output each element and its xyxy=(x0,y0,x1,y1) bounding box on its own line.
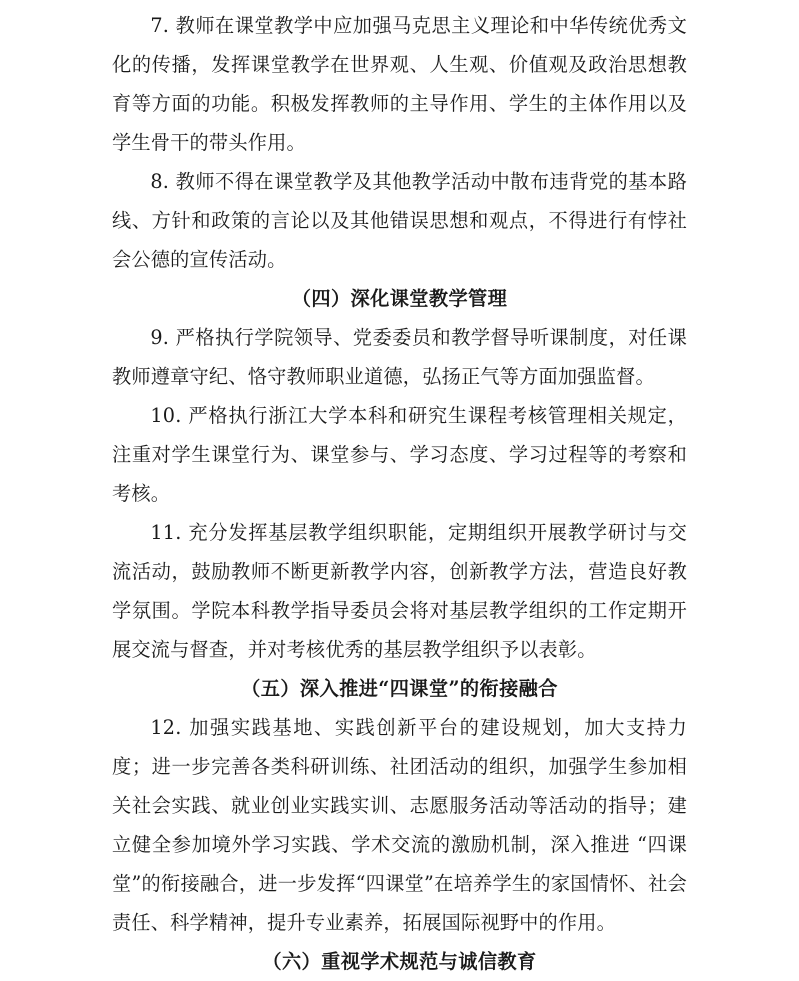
paragraph-item-11: 11. 充分发挥基层教学组织职能，定期组织开展教学研讨与交流活动，鼓励教师不断更新教学内容，创新教学方法，营造良好教学氛围。学院本科教学指导委员会将对基层教学组织的工作定期开展交流与督查，并对考核优秀的基层教学组织予以表彰。 xyxy=(112,521,687,661)
heading-section-6 xyxy=(112,942,687,981)
paragraph-item-12: 12. 加强实践基地、实践创新平台的建设规划，加大支持力度；进一步完善各类科研训练、社团活动的组织，加强学生参加相关社会实践、就业创业实践实训、志愿服务活动等活动的指导；建立健全参加境外学习实践、学术交流的激励机制，深入推进 “四课堂”的衔接融合，进一步发挥“四课堂”在培养学生的家国情怀、社会责任、科学精神，提升专业素养，拓展国际视野中的作用。 xyxy=(112,716,687,934)
heading-section-6-label: （六）重视学术规范与诚信教育 xyxy=(262,950,537,973)
paragraph-item-8: 8. 教师不得在课堂教学及其他教学活动中散布违背党的基本路线、方针和政策的言论以及其他错误思想和观点，不得进行有悖社会公德的宣传活动。 xyxy=(112,170,687,271)
heading-section-4-label: （四）深化课堂教学管理 xyxy=(291,287,508,310)
heading-section-5 xyxy=(112,669,687,708)
paragraph-item-10: 10. 严格执行浙江大学本科和研究生课程考核管理相关规定，注重对学生课堂行为、课堂参与、学习态度、学习过程等的考察和考核。 xyxy=(112,404,687,505)
paragraph-item-7: 7. 教师在课堂教学中应加强马克思主义理论和中华传统优秀文化的传播，发挥课堂教学在世界观、人生观、价值观及政治思想教育等方面的功能。积极发挥教师的主导作用、学生的主体作用以及学生骨干的带头作用。 xyxy=(112,14,687,154)
heading-section-5-label: （五）深入推进“四课堂”的衔接融合 xyxy=(241,677,558,700)
heading-section-4 xyxy=(112,279,687,318)
paragraph-item-9: 9. 严格执行学院领导、党委委员和教学督导听课制度，对任课教师遵章守纪、恪守教师职业道德，弘扬正气等方面加强监督。 xyxy=(112,326,687,388)
